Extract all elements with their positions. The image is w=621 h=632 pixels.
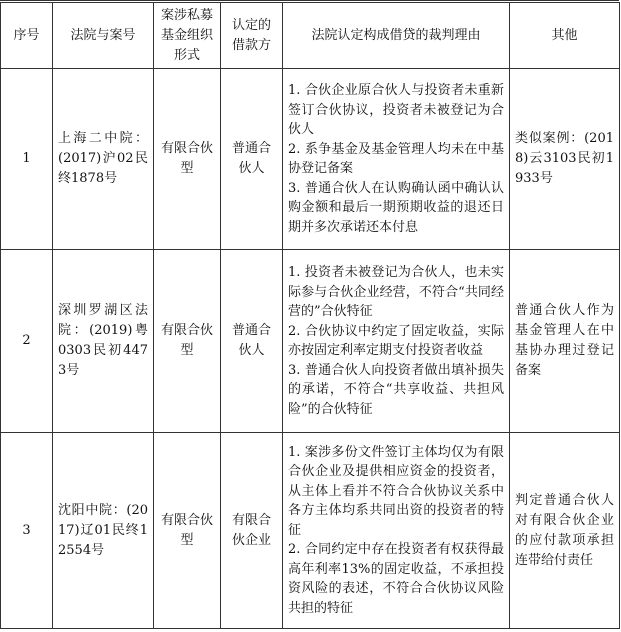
reason-item: 1. 案涉多份文件签订主体均仅为有限合伙企业及提供相应资金的投资者，从主体上看并不符合合伙协议关系中各方主体均系共同出资的投资者的特征 (288, 444, 504, 538)
table-header-row (1, 3, 620, 69)
cell-index: 2 (1, 250, 53, 433)
cell-borrower: 有限合伙企业 (221, 433, 283, 629)
reason-item: 3. 普通合伙人在认购确认函中确认认购金额和最后一期预期收益的退还日期并多次承诺还本付息 (288, 180, 504, 235)
cell-fund-form: 有限合伙型 (154, 250, 221, 433)
reason-item: 3. 普通合伙人向投资者做出填补损失的承诺，不符合“共享收益、共担风险”的合伙特征 (288, 362, 504, 417)
reason-item: 2. 合伙协议中约定了固定收益，实际亦按固定利率定期支付投资者收益 (288, 323, 504, 358)
reason-item: 2. 系争基金及基金管理人均未在中基协登记备案 (288, 141, 504, 176)
cell-fund-form: 有限合伙型 (154, 69, 221, 250)
cell-borrower: 普通合伙人 (221, 69, 283, 250)
cell-fund-form: 有限合伙型 (154, 433, 221, 629)
cell-index: 1 (1, 69, 53, 250)
header-index: 序号 (1, 3, 53, 69)
table-top-rule (0, 0, 619, 1)
table-row (1, 250, 620, 433)
reason-item: 1. 投资者未被登记为合伙人，也未实际参与合伙企业经营，不符合“共同经营的”合伙特征 (288, 265, 504, 319)
reason-item: 1. 合伙企业原合伙人与投资者未重新签订合伙协议，投资者未被登记为合伙人 (288, 83, 504, 137)
cell-other: 类似案例：(2018)云3103民初1933号 (510, 69, 620, 250)
header-borrower: 认定的借款方 (221, 3, 283, 69)
cell-other: 判定普通合伙人对有限合伙企业的应付款项承担连带给付责任 (510, 433, 620, 629)
cell-court-case: 深圳罗湖区法院：(2019)粤0303民初4473号 (53, 250, 154, 433)
cell-reasons (283, 433, 510, 629)
table-row (1, 69, 620, 250)
case-table (0, 2, 620, 629)
table-row (1, 433, 620, 629)
cell-court-case: 沈阳中院：(2017)辽01民终12554号 (53, 433, 154, 629)
cell-reasons (283, 69, 510, 250)
cell-borrower: 普通合伙人 (221, 250, 283, 433)
cell-reasons (283, 250, 510, 433)
cell-other: 普通合伙人作为基金管理人在中基协办理过登记备案 (510, 250, 620, 433)
reason-item: 2. 合同约定中存在投资者有权获得最高年利率13%的固定收益，不承担投资风险的表述，不符合合伙协议风险共担的特征 (288, 542, 504, 616)
cell-index: 3 (1, 433, 53, 629)
header-fund-form: 案涉私募基金组织形式 (154, 3, 221, 69)
cell-court-case: 上海二中院：(2017)沪02民终1878号 (53, 69, 154, 250)
header-other: 其他 (510, 3, 620, 69)
header-court-case: 法院与案号 (53, 3, 154, 69)
header-reasons: 法院认定构成借贷的裁判理由 (283, 3, 510, 69)
